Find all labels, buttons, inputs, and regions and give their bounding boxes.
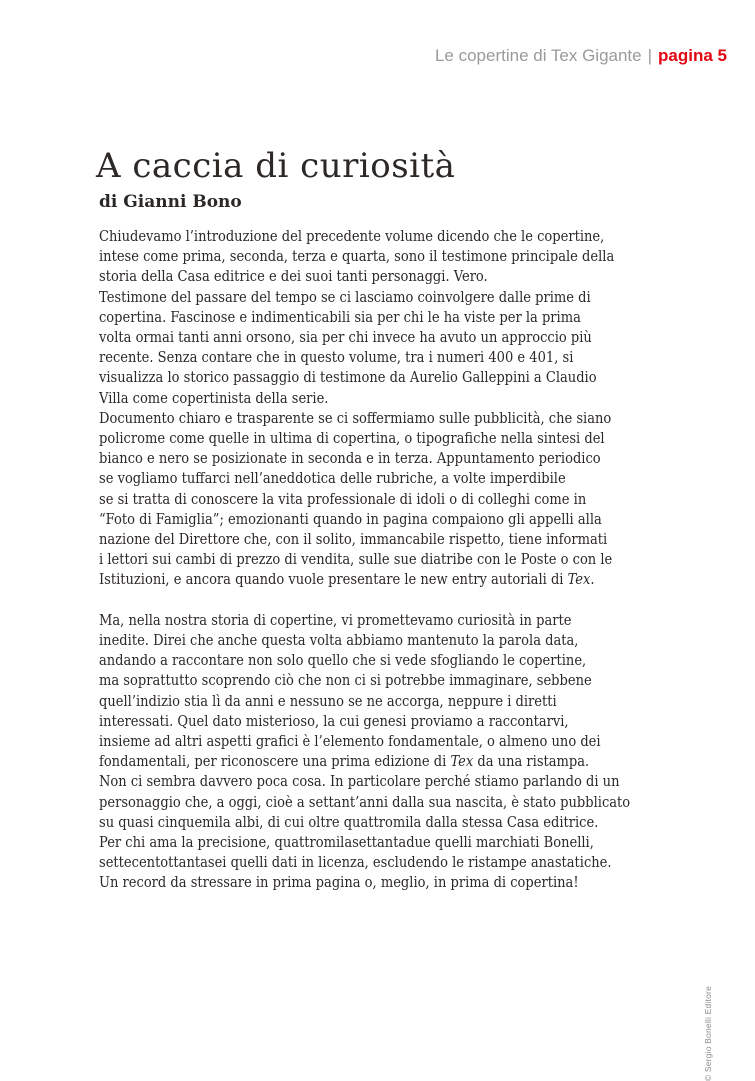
text-line: “Foto di Famiglia”; emozionanti quando in pagina compaiono gli appelli alla — [99, 511, 602, 528]
article-byline: di Gianni Bono — [99, 192, 242, 212]
text-line: intese come prima, seconda, terza e quarta, sono il testimone principale della — [99, 249, 615, 266]
text-line: Istituzioni, e ancora quando vuole presentare le new entry autoriali di Tex. — [99, 572, 595, 589]
text-line: inedite. Direi che anche questa volta abbiamo mantenuto la parola data, — [99, 633, 579, 650]
text-line: Un record da stressare in prima pagina o, meglio, in prima di copertina! — [99, 875, 579, 892]
paragraph — [99, 611, 699, 894]
paragraph — [99, 409, 699, 591]
page-number-label: pagina 5 — [658, 46, 727, 65]
text-line: personaggio che, a oggi, cioè a settant’anni dalla sua nascita, è stato pubblicato — [99, 794, 631, 811]
text-line: Villa come copertinista della serie. — [99, 390, 329, 407]
article-title: A caccia di curiosità — [96, 146, 456, 186]
text-line: Non ci sembra davvero poca cosa. In particolare perché stiamo parlando di un — [99, 774, 620, 791]
text-line: quell’indizio stia lì da anni e nessuno se ne accorga, neppure i diretti — [99, 693, 557, 710]
text-line: fondamentali, per riconoscere una prima edizione di Tex da una ristampa. — [99, 754, 590, 771]
text-line: Documento chiaro e trasparente se ci soffermiamo sulle pubblicità, che siano — [99, 410, 612, 427]
text-line: interessati. Quel dato misterioso, la cui genesi proviamo a raccontarvi, — [99, 713, 569, 730]
article-body — [99, 227, 699, 894]
text-line: volta ormai tanti anni orsono, sia per chi invece ha avuto un approccio più — [99, 330, 592, 347]
running-head — [435, 47, 727, 64]
text-line: se vogliamo tuffarci nell’aneddotica delle rubriche, a volte imperdibile — [99, 471, 566, 488]
text-line: ma soprattutto scoprendo ciò che non ci si potrebbe immaginare, sebbene — [99, 673, 592, 690]
text-line: recente. Senza contare che in questo volume, tra i numeri 400 e 401, si — [99, 350, 574, 367]
paragraph — [99, 288, 699, 409]
text-section — [99, 611, 699, 894]
text-line: Ma, nella nostra storia di copertine, vi promettevamo curiosità in parte — [99, 612, 572, 629]
paragraph — [99, 227, 699, 288]
text-line: Chiudevamo l’introduzione del precedente volume dicendo che le copertine, — [99, 229, 605, 245]
copyright-credit: © Sergio Bonelli Editore — [703, 986, 713, 1081]
text-line: Per chi ama la precisione, quattromilasettantadue quelli marchiati Bonelli, — [99, 835, 594, 852]
text-line: i lettori sui cambi di prezzo di vendita, sulle sue diatribe con le Poste o con le — [99, 552, 613, 569]
text-line: Testimone del passare del tempo se ci lasciamo coinvolgere dalle prime di — [99, 289, 591, 306]
text-line: visualizza lo storico passaggio di testimone da Aurelio Galleppini a Claudio — [99, 370, 597, 387]
text-section — [99, 227, 699, 591]
text-line: andando a raccontare non solo quello che si vede sfogliando le copertine, — [99, 653, 587, 670]
text-line: storia della Casa editrice e dei suoi tanti personaggi. Vero. — [99, 269, 488, 286]
text-line: se si tratta di conoscere la vita professionale di idoli o di colleghi come in — [99, 491, 587, 508]
text-line: policrome come quelle in ultima di copertina, o tipografiche nella sintesi del — [99, 431, 605, 448]
text-line: settecentottantasei quelli dati in licenza, escludendo le ristampe anastatiche. — [99, 855, 612, 872]
series-title: Le copertine di Tex Gigante — [434, 46, 642, 65]
text-line: insieme ad altri aspetti grafici è l’elemento fondamentale, o almeno uno dei — [99, 734, 601, 751]
text-line: copertina. Fascinose e indimenticabili sia per chi le ha viste per la prima — [99, 309, 581, 326]
header-separator: | — [647, 46, 653, 65]
text-line: nazione del Direttore che, con il solito, immancabile rispetto, tiene informati — [99, 532, 608, 549]
text-line: su quasi cinquemila albi, di cui oltre quattromila dalla stessa Casa editrice. — [99, 814, 599, 831]
text-line: bianco e nero se posizionate in seconda e in terza. Appuntamento periodico — [99, 451, 601, 468]
